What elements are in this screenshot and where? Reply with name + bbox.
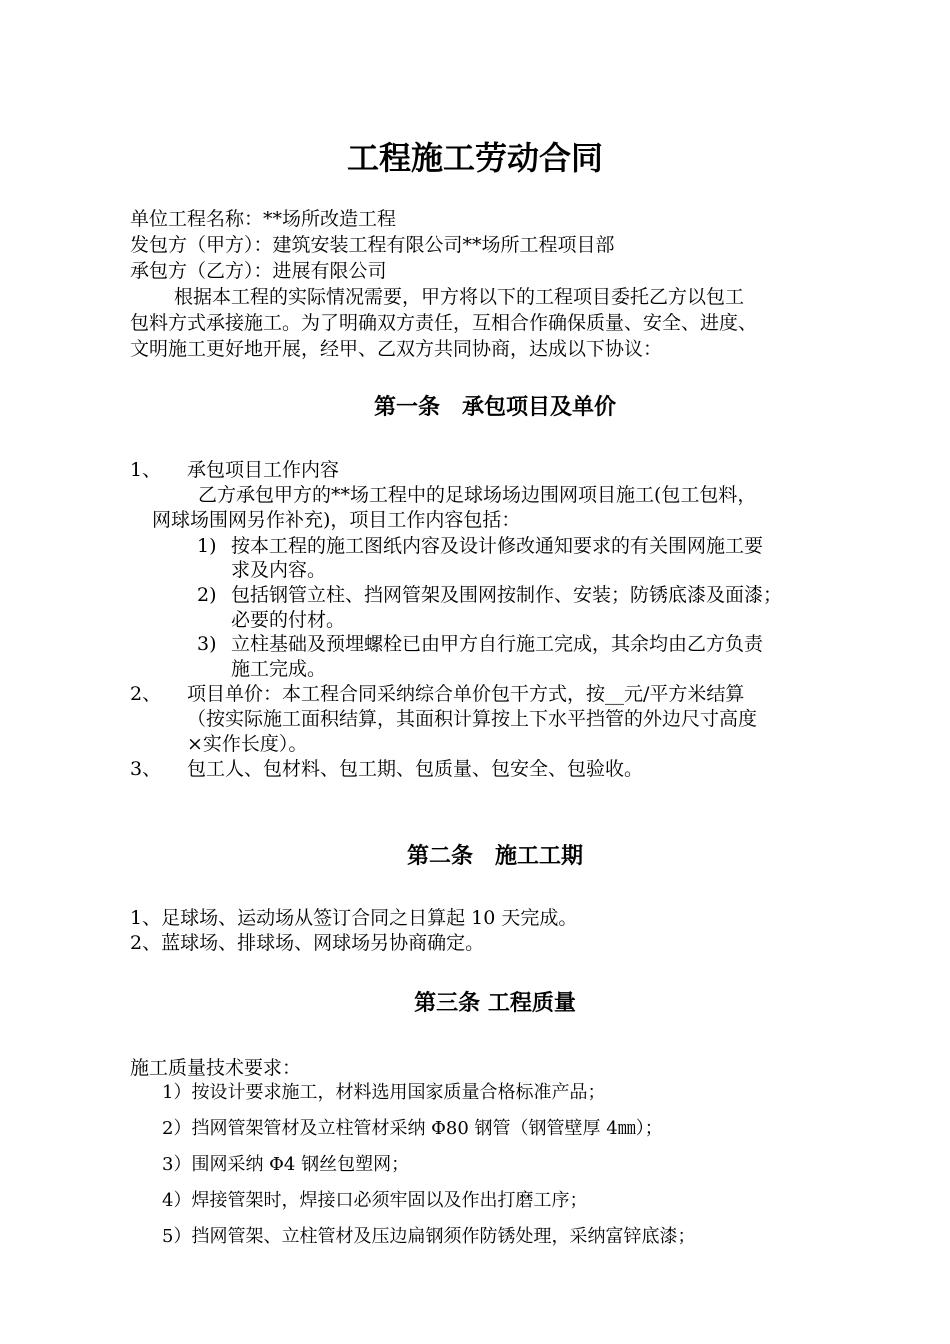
project-name-line: 单位工程名称：**场所改造工程 (130, 208, 397, 230)
item-text: （按实际施工面积结算，其面积计算按上下水平挡管的外边尺寸高度 (187, 708, 758, 730)
sub-item-text: 求及内容。 (231, 559, 327, 581)
item-text: ×实作长度）。 (187, 733, 308, 755)
sub-item-text: 施工完成。 (231, 658, 327, 680)
article-3-heading: 第三条 工程质量 (414, 991, 576, 1016)
item-description: 网球场围网另作补充)，项目工作内容包括： (152, 509, 521, 531)
party-b-line: 承包方（乙方）：进展有限公司 (130, 260, 387, 282)
quality-requirement: 5）挡网管架、立柱管材及压边扁钢须作防锈处理，采纳富锌底漆； (162, 1226, 696, 1247)
sub-item-text: 包括钢管立柱、挡网管架及围网按制作、安装；防锈底漆及面漆； (231, 584, 783, 606)
sub-item-text: 立柱基础及预埋螺栓已由甲方自行施工完成，其余均由乙方负责 (231, 633, 764, 655)
article-1-heading: 第一条 承包项目及单价 (373, 395, 616, 420)
sub-item-text: 必要的付材。 (231, 609, 346, 631)
quality-intro: 施工质量技术要求： (130, 1057, 302, 1079)
item-text: 项目单价：本工程合同采纳综合单价包干方式，按__元/平方米结算 (187, 683, 745, 705)
sub-item-text: 按本工程的施工图纸内容及设计修改通知要求的有关围网施工要 (231, 535, 764, 557)
schedule-line: 2、蓝球场、排球场、网球场另协商确定。 (130, 932, 485, 954)
item-number: 2、 (130, 683, 162, 705)
sub-item-number: 2) (197, 584, 217, 606)
party-a-line: 发包方（甲方）：建筑安装工程有限公司**场所工程项目部 (130, 234, 615, 256)
item-description: 乙方承包甲方的**场工程中的足球场场边围网项目施工(包工包料， (198, 484, 757, 506)
item-number: 3、 (130, 758, 162, 780)
item-number: 1、 (130, 459, 162, 481)
sub-item-number: 3) (197, 633, 217, 655)
intro-line: 根据本工程的实际情况需要，甲方将以下的工程项目委托乙方以包工 (174, 286, 745, 308)
article-2-heading: 第二条 施工工期 (406, 844, 583, 869)
intro-line: 文明施工更好地开展，经甲、乙双方共同协商，达成以下协议： (130, 338, 663, 360)
quality-requirement: 1）按设计要求施工，材料选用国家质量合格标准产品； (162, 1082, 606, 1103)
quality-requirement: 4）焊接管架时，焊接口必须牢固以及作出打磨工序； (162, 1190, 588, 1211)
sub-item-number: 1) (197, 535, 217, 557)
quality-requirement: 2）挡网管架管材及立柱管材采纳 Φ80 钢管（钢管壁厚 4㎜）； (162, 1118, 663, 1139)
item-label: 承包项目工作内容 (187, 459, 340, 481)
intro-line: 包料方式承接施工。为了明确双方责任，互相合作确保质量、安全、进度、 (130, 312, 758, 334)
item-text: 包工人、包材料、包工期、包质量、包安全、包验收。 (187, 758, 644, 780)
quality-requirement: 3）围网采纳 Φ4 钢丝包塑网； (162, 1154, 410, 1175)
schedule-line: 1、足球场、运动场从签订合同之日算起 10 天完成。 (130, 907, 578, 929)
document-title: 工程施工劳动合同 (346, 139, 603, 177)
